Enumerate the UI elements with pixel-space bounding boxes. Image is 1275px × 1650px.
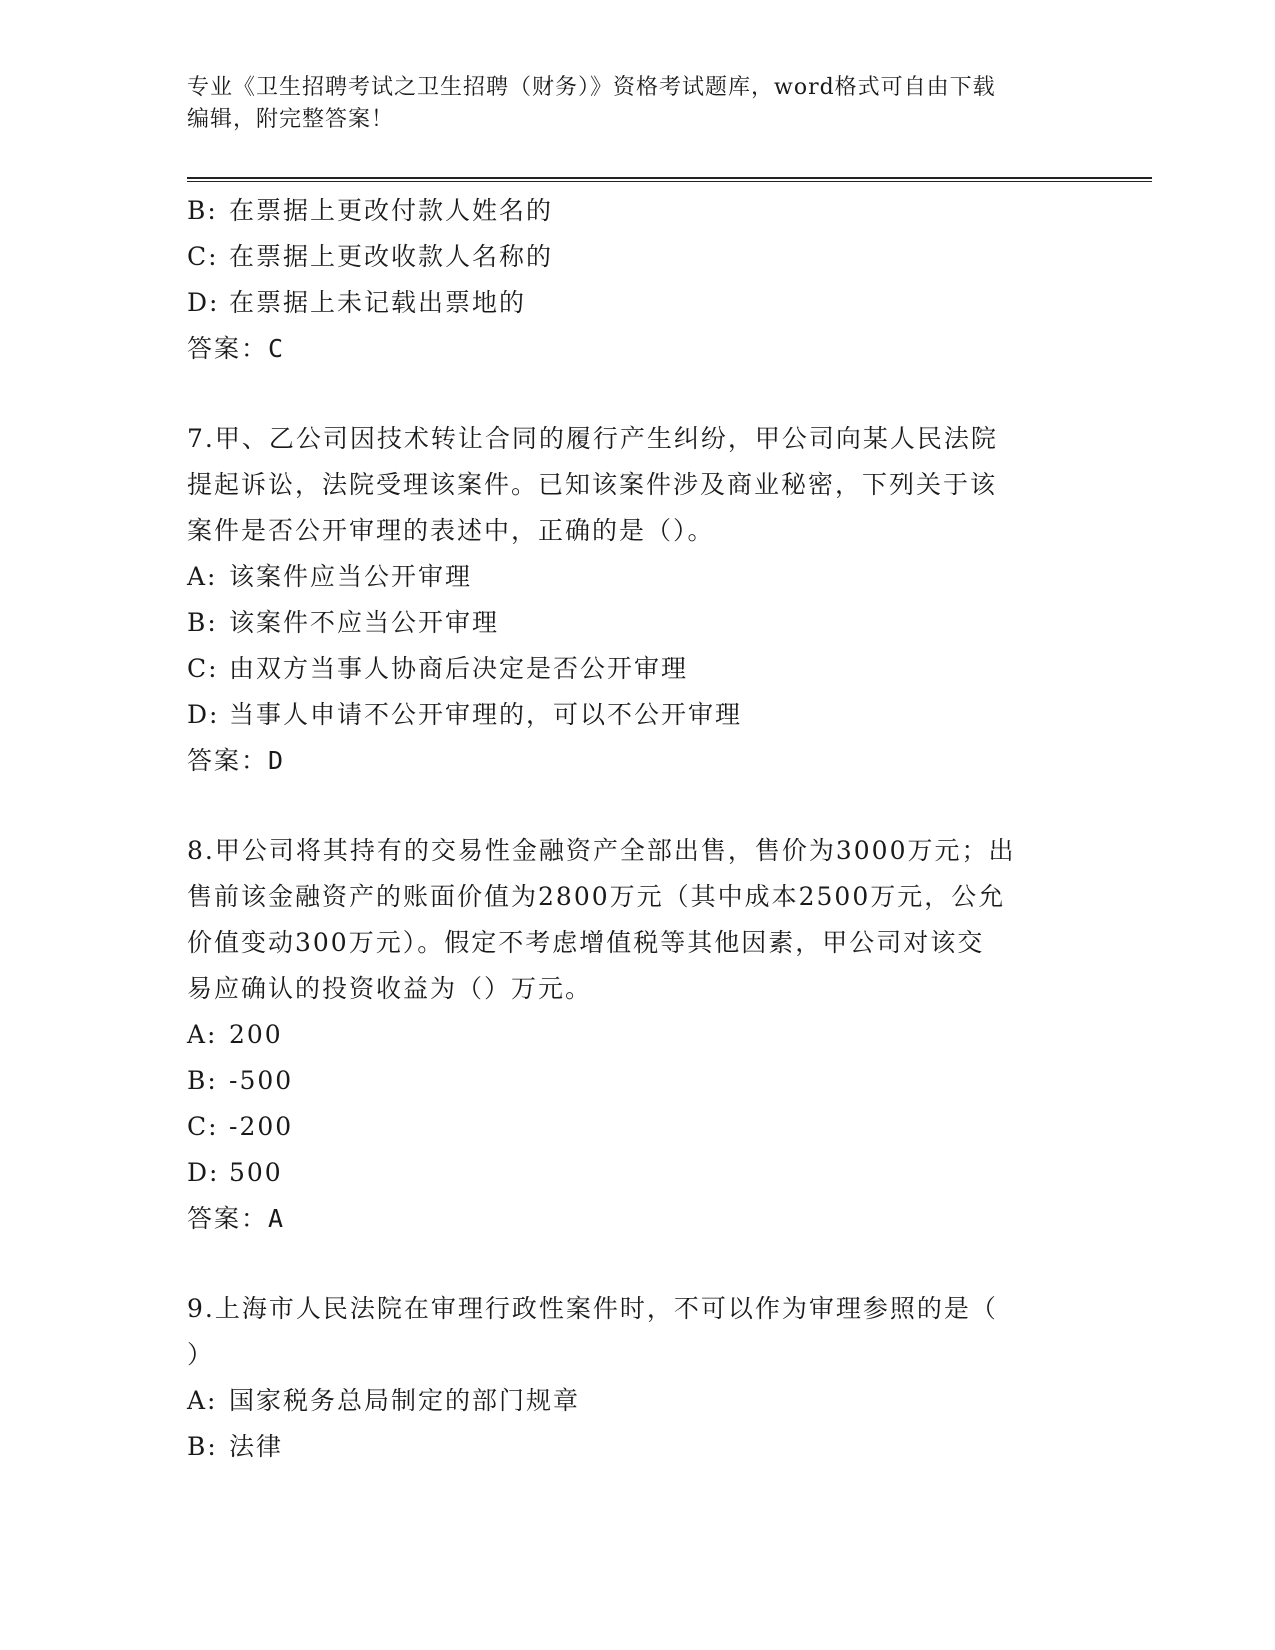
option-label: A: — [187, 1386, 218, 1415]
answer-line: 答案：C — [187, 334, 286, 363]
option-label: A: — [187, 1020, 218, 1049]
header-line-1: 专业《卫生招聘考试之卫生招聘（财务）》资格考试题库，word格式可自由下载 — [187, 75, 996, 100]
option-line — [187, 1058, 1087, 1104]
question-9 — [187, 1286, 1087, 1470]
option-text: 在票据上更改收款人名称的 — [229, 242, 554, 271]
option-label: B: — [187, 1432, 218, 1461]
question-stem-line: 9.上海市人民法院在审理行政性案件时，不可以作为审理参照的是（ — [187, 1294, 998, 1323]
option-label: D: — [187, 1158, 220, 1187]
question-stem-line: 提起诉讼，法院受理该案件。已知该案件涉及商业秘密，下列关于该 — [187, 470, 998, 499]
option-line — [187, 1150, 1087, 1196]
option-label: C: — [187, 242, 219, 271]
option-line — [187, 188, 1087, 234]
option-label: B: — [187, 196, 218, 225]
question-8 — [187, 828, 1087, 1242]
option-text: 法律 — [229, 1432, 284, 1461]
prev-question — [187, 188, 1087, 372]
question-stem-line: 案件是否公开审理的表述中，正确的是（）。 — [187, 516, 715, 545]
option-text: 当事人申请不公开审理的，可以不公开审理 — [229, 700, 743, 729]
option-line — [187, 1012, 1087, 1058]
option-text: 国家税务总局制定的部门规章 — [229, 1386, 581, 1415]
question-gap — [187, 784, 1087, 828]
option-line — [187, 1378, 1087, 1424]
question-gap — [187, 372, 1087, 416]
header-divider — [187, 177, 1152, 182]
option-line — [187, 646, 1087, 692]
option-line — [187, 234, 1087, 280]
answer-line: 答案：D — [187, 746, 286, 775]
option-label: C: — [187, 654, 219, 683]
option-line — [187, 554, 1087, 600]
option-line — [187, 692, 1087, 738]
option-label: B: — [187, 608, 218, 637]
option-label: A: — [187, 562, 218, 591]
question-stem-line: 售前该金融资产的账面价值为2800万元（其中成本2500万元，公允 — [187, 882, 1006, 911]
option-text: 在票据上未记载出票地的 — [229, 288, 527, 317]
document-header — [187, 72, 1087, 136]
question-gap — [187, 1242, 1087, 1286]
question-stem-line: 价值变动300万元）。假定不考虑增值税等其他因素，甲公司对该交 — [187, 928, 985, 957]
question-7 — [187, 416, 1087, 784]
option-text: 该案件不应当公开审理 — [229, 608, 500, 637]
option-label: D: — [187, 288, 220, 317]
option-label: D: — [187, 700, 220, 729]
option-text: 200 — [229, 1020, 283, 1049]
option-text: 该案件应当公开审理 — [229, 562, 473, 591]
option-text: 在票据上更改付款人姓名的 — [229, 196, 554, 225]
option-line — [187, 1424, 1087, 1470]
option-text: -200 — [229, 1112, 294, 1141]
question-stem-line: ） — [187, 1340, 215, 1369]
option-text: 由双方当事人协商后决定是否公开审理 — [229, 654, 689, 683]
question-content — [187, 188, 1087, 1470]
answer-line: 答案：A — [187, 1204, 286, 1233]
option-text: -500 — [229, 1066, 294, 1095]
question-stem-line: 7.甲、乙公司因技术转让合同的履行产生纠纷，甲公司向某人民法院 — [187, 424, 998, 453]
question-stem-line: 8.甲公司将其持有的交易性金融资产全部出售，售价为3000万元；出 — [187, 836, 1016, 865]
option-label: C: — [187, 1112, 219, 1141]
option-line — [187, 1104, 1087, 1150]
option-line — [187, 600, 1087, 646]
option-line — [187, 280, 1087, 326]
question-stem-line: 易应确认的投资收益为（）万元。 — [187, 974, 593, 1003]
option-text: 500 — [229, 1158, 283, 1187]
option-label: B: — [187, 1066, 218, 1095]
header-line-2: 编辑，附完整答案！ — [187, 107, 395, 132]
